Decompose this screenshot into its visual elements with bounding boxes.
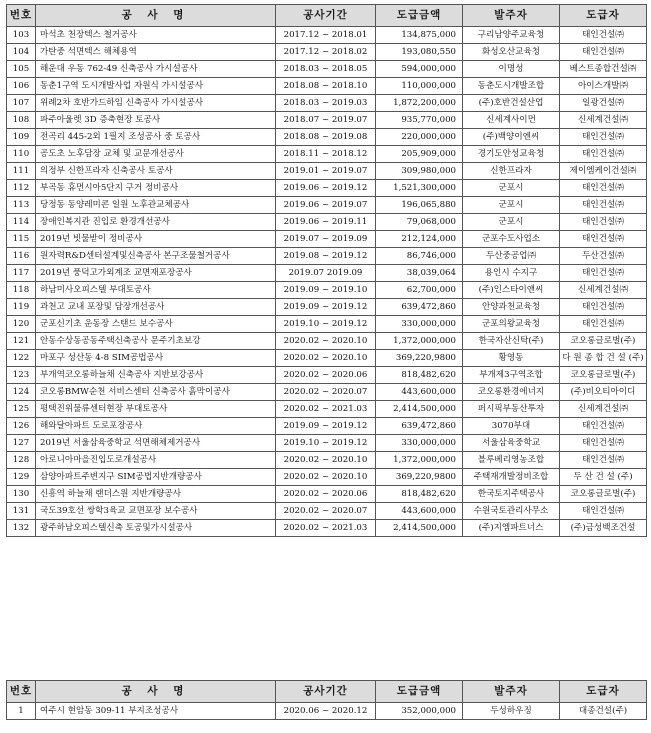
- project-period: 2020.02 ~ 2020.06: [276, 486, 376, 503]
- project-period: 2020.02 ~ 2021.03: [276, 520, 376, 537]
- contract-amount: 2,414,500,000: [376, 401, 463, 418]
- project-period: 2019.07 2019.09: [276, 265, 376, 282]
- contract-amount: 443,600,000: [376, 384, 463, 401]
- row-number: 132: [7, 520, 36, 537]
- client-name: 화성오산교육청: [463, 44, 560, 61]
- client-name: (주)호반건설산업: [463, 95, 560, 112]
- row-number: 118: [7, 282, 36, 299]
- project-period: 2019.06 ~ 2019.12: [276, 180, 376, 197]
- client-name: 한국자산신탁(주): [463, 333, 560, 350]
- table-row: [7, 418, 647, 435]
- contractor-name: 태인건설㈜: [560, 435, 647, 452]
- table-header-row: [7, 681, 647, 703]
- client-name: 코오롱환경에너지: [463, 384, 560, 401]
- contractor-name: 다 원 종 합 건 설 (주): [560, 350, 647, 367]
- contractor-name: 태인건설㈜: [560, 44, 647, 61]
- project-period: 2018.08 ~ 2019.08: [276, 129, 376, 146]
- project-period: 2017.12 ~ 2018.02: [276, 44, 376, 61]
- row-number: 113: [7, 197, 36, 214]
- contract-amount: 639,472,860: [376, 299, 463, 316]
- row-number: 104: [7, 44, 36, 61]
- header-no: 번호: [7, 681, 36, 703]
- project-name: 마포구 성산동 4-8 SIM공법공사: [36, 350, 276, 367]
- contract-amount: 62,700,000: [376, 282, 463, 299]
- table-row: [7, 214, 647, 231]
- client-name: 군포시: [463, 180, 560, 197]
- project-period: 2018.07 ~ 2019.07: [276, 112, 376, 129]
- project-name: 2019년 풍덕고가외계조 교면재포장공사: [36, 265, 276, 282]
- table-row: [7, 401, 647, 418]
- contractor-name: 아이스개발㈜: [560, 78, 647, 95]
- client-name: 군포시: [463, 197, 560, 214]
- table-row: [7, 180, 647, 197]
- contract-amount: 1,372,000,000: [376, 452, 463, 469]
- project-name: 하남미사오피스텔 부대토공사: [36, 282, 276, 299]
- client-name: 군포수도사업소: [463, 231, 560, 248]
- header-amount: 도급금액: [376, 5, 463, 27]
- row-number: 116: [7, 248, 36, 265]
- table-row: [7, 44, 647, 61]
- client-name: 안양과천교육청: [463, 299, 560, 316]
- row-number: 111: [7, 163, 36, 180]
- client-name: (주)지엠파트너스: [463, 520, 560, 537]
- table-row: [7, 78, 647, 95]
- contract-amount: 818,482,620: [376, 486, 463, 503]
- contract-amount: 79,068,000: [376, 214, 463, 231]
- project-period: 2019.10 ~ 2019.12: [276, 316, 376, 333]
- contract-table-main: [6, 4, 647, 537]
- project-name: 국도39호선 쌍학3육교 교면포장 보수공사: [36, 503, 276, 520]
- project-name: 여주시 현암동 309-11 부지조성공사: [36, 703, 276, 720]
- project-name: 공도초 노후담장 교체 및 교문개선공사: [36, 146, 276, 163]
- row-number: 117: [7, 265, 36, 282]
- project-period: 2018.03 ~ 2018.05: [276, 61, 376, 78]
- contractor-name: 태인건설㈜: [560, 265, 647, 282]
- project-period: 2019.09 ~ 2019.10: [276, 282, 376, 299]
- project-period: 2019.10 ~ 2019.12: [276, 435, 376, 452]
- contractor-name: 태인건설㈜: [560, 214, 647, 231]
- table-row: [7, 486, 647, 503]
- row-number: 120: [7, 316, 36, 333]
- row-number: 106: [7, 78, 36, 95]
- table-row: [7, 435, 647, 452]
- main-table-body: [7, 27, 647, 537]
- project-period: 2020.02 ~ 2020.10: [276, 350, 376, 367]
- project-period: 2020.02 ~ 2020.07: [276, 384, 376, 401]
- contractor-name: 두 산 건 설 (주): [560, 469, 647, 486]
- project-name: 안동수상동공동주택신축공사 문주기초보강: [36, 333, 276, 350]
- project-name: 코오롱BMW순천 서비스센터 신축공사 흙막이공사: [36, 384, 276, 401]
- row-number: 128: [7, 452, 36, 469]
- client-name: (주)인스타이앤씨: [463, 282, 560, 299]
- project-name: 위례2차 호반가드하임 신축공사 가시설공사: [36, 95, 276, 112]
- project-name: 전곡리 445-2외 1필지 조성공사 중 토공사: [36, 129, 276, 146]
- row-number: 121: [7, 333, 36, 350]
- contract-amount: 594,000,000: [376, 61, 463, 78]
- client-name: 동춘도시개발조합: [463, 78, 560, 95]
- contractor-name: 신세계건설㈜: [560, 401, 647, 418]
- contractor-name: 태인건설㈜: [560, 418, 647, 435]
- project-name: 원자력R&D센터설계및신축공사 본구조물철거공사: [36, 248, 276, 265]
- contract-amount: 1,872,200,000: [376, 95, 463, 112]
- row-number: 122: [7, 350, 36, 367]
- client-name: 한국토지주택공사: [463, 486, 560, 503]
- project-name: 부개역코오롱하늘채 신축공사 지반보강공사: [36, 367, 276, 384]
- table-row: [7, 231, 647, 248]
- client-name: 퍼시픽부동산투자: [463, 401, 560, 418]
- contractor-name: 태인건설㈜: [560, 231, 647, 248]
- project-period: 2019.09 ~ 2019.12: [276, 299, 376, 316]
- row-number: 110: [7, 146, 36, 163]
- contractor-name: 제이엠케이건설㈜: [560, 163, 647, 180]
- table-row: [7, 316, 647, 333]
- contractor-name: 태인건설㈜: [560, 197, 647, 214]
- header-period: 공사기간: [276, 681, 376, 703]
- contract-amount: 1,521,300,000: [376, 180, 463, 197]
- contract-amount: 352,000,000: [376, 703, 463, 720]
- client-name: 구리남양주교육청: [463, 27, 560, 44]
- row-number: 1: [7, 703, 36, 720]
- client-name: 수원국토관리사무소: [463, 503, 560, 520]
- contractor-name: 태인건설㈜: [560, 503, 647, 520]
- row-number: 131: [7, 503, 36, 520]
- client-name: 신한프라자: [463, 163, 560, 180]
- contract-amount: 330,000,000: [376, 435, 463, 452]
- project-name: 동춘1구역 도시개발사업 자원식 가시설공사: [36, 78, 276, 95]
- project-period: 2018.08 ~ 2018.10: [276, 78, 376, 95]
- table-row: [7, 282, 647, 299]
- contractor-name: 신세계건설㈜: [560, 112, 647, 129]
- contract-amount: 196,065,880: [376, 197, 463, 214]
- contractor-name: 태인건설㈜: [560, 180, 647, 197]
- client-name: 두산중공업㈜: [463, 248, 560, 265]
- client-name: 이명성: [463, 61, 560, 78]
- table-row: [7, 367, 647, 384]
- client-name: 3070부대: [463, 418, 560, 435]
- table-row: [7, 95, 647, 112]
- contract-amount: 818,482,620: [376, 367, 463, 384]
- table-row: [7, 265, 647, 282]
- client-name: 두성하우징: [463, 703, 560, 720]
- row-number: 109: [7, 129, 36, 146]
- header-client: 발주자: [463, 5, 560, 27]
- project-period: 2019.06 ~ 2019.07: [276, 197, 376, 214]
- project-name: 해와달아파트 도로포장공사: [36, 418, 276, 435]
- contractor-name: 코오롱글로벌(주): [560, 486, 647, 503]
- contract-amount: 205,909,000: [376, 146, 463, 163]
- project-name: 파주아울렛 3D 증축현장 토공사: [36, 112, 276, 129]
- project-name: 2019년 빗물받이 정비공사: [36, 231, 276, 248]
- contractor-name: 태인건설㈜: [560, 146, 647, 163]
- project-name: 당정동 동양레미콘 일원 노후관교체공사: [36, 197, 276, 214]
- contract-amount: 134,875,000: [376, 27, 463, 44]
- project-name: 해운대 우동 762-49 신축공사 가시설공사: [36, 61, 276, 78]
- contractor-name: (주)비오티아이디: [560, 384, 647, 401]
- contractor-name: (주)금성백조건설: [560, 520, 647, 537]
- header-period: 공사기간: [276, 5, 376, 27]
- project-name: 평택진위물류센터현장 부대토공사: [36, 401, 276, 418]
- project-name: 의정부 신한프라자 신축공사 토공사: [36, 163, 276, 180]
- row-number: 129: [7, 469, 36, 486]
- contractor-name: 태인건설㈜: [560, 27, 647, 44]
- client-name: 군포의왕교육청: [463, 316, 560, 333]
- contract-table-secondary: [6, 680, 647, 720]
- row-number: 114: [7, 214, 36, 231]
- contract-amount: 639,472,860: [376, 418, 463, 435]
- table-row: [7, 333, 647, 350]
- header-name: 공 사 명: [36, 681, 276, 703]
- client-name: 용인시 수지구: [463, 265, 560, 282]
- table-row: [7, 248, 647, 265]
- client-name: 부개제3구역조합: [463, 367, 560, 384]
- contractor-name: 코오롱글로벌(주): [560, 367, 647, 384]
- project-period: 2020.02 ~ 2021.03: [276, 401, 376, 418]
- project-period: 2020.02 ~ 2020.10: [276, 333, 376, 350]
- contract-amount: 1,372,000,000: [376, 333, 463, 350]
- row-number: 125: [7, 401, 36, 418]
- project-name: 광주하남오피스텔신축 토공및가시설공사: [36, 520, 276, 537]
- client-name: 블루베리영농조합: [463, 452, 560, 469]
- contractor-name: 태인건설㈜: [560, 316, 647, 333]
- client-name: 주택재개발정비조합: [463, 469, 560, 486]
- project-name: 부곡동 휴먼시아5단지 구거 정비공사: [36, 180, 276, 197]
- table-row: [7, 299, 647, 316]
- project-name: 삼양아파트주변지구 SIM공법지반개량공사: [36, 469, 276, 486]
- project-name: 가탄중 석면텍스 해체용역: [36, 44, 276, 61]
- contractor-name: 베스트종합건설㈜: [560, 61, 647, 78]
- client-name: 서울삼육중학교: [463, 435, 560, 452]
- client-name: 군포시: [463, 214, 560, 231]
- contract-amount: 212,124,000: [376, 231, 463, 248]
- contract-amount: 86,746,000: [376, 248, 463, 265]
- header-no: 번호: [7, 5, 36, 27]
- table-row: [7, 146, 647, 163]
- project-period: 2018.11 ~ 2018.12: [276, 146, 376, 163]
- project-name: 마석초 천장텍스 철거공사: [36, 27, 276, 44]
- row-number: 103: [7, 27, 36, 44]
- project-period: 2019.06 ~ 2019.11: [276, 214, 376, 231]
- table-row: [7, 163, 647, 180]
- contract-amount: 330,000,000: [376, 316, 463, 333]
- client-name: 황영동: [463, 350, 560, 367]
- contract-amount: 369,220,9800: [376, 469, 463, 486]
- contract-amount: 2,414,500,000: [376, 520, 463, 537]
- project-period: 2019.07 ~ 2019.09: [276, 231, 376, 248]
- row-number: 105: [7, 61, 36, 78]
- contractor-name: 일광건설㈜: [560, 95, 647, 112]
- secondary-table-body: [7, 703, 647, 720]
- contractor-name: 태인건설㈜: [560, 129, 647, 146]
- row-number: 126: [7, 418, 36, 435]
- row-number: 112: [7, 180, 36, 197]
- header-contractor: 도급자: [560, 681, 647, 703]
- contractor-name: 두산건설㈜: [560, 248, 647, 265]
- project-name: 아로니아마을진입도로개설공사: [36, 452, 276, 469]
- row-number: 124: [7, 384, 36, 401]
- table-row: [7, 503, 647, 520]
- table-header-row: [7, 5, 647, 27]
- client-name: (주)백양이엔씨: [463, 129, 560, 146]
- row-number: 123: [7, 367, 36, 384]
- project-period: 2020.02 ~ 2020.10: [276, 452, 376, 469]
- client-name: 경기도안성교육청: [463, 146, 560, 163]
- row-number: 127: [7, 435, 36, 452]
- project-period: 2020.02 ~ 2020.06: [276, 367, 376, 384]
- contractor-name: 태인건설㈜: [560, 299, 647, 316]
- table-row: [7, 384, 647, 401]
- project-name: 군포신기초 운동장 스탠드 보수공사: [36, 316, 276, 333]
- table-row: [7, 197, 647, 214]
- header-amount: 도급금액: [376, 681, 463, 703]
- contract-amount: 193,080,550: [376, 44, 463, 61]
- table-row: [7, 129, 647, 146]
- project-period: 2020.06 ~ 2020.12: [276, 703, 376, 720]
- row-number: 107: [7, 95, 36, 112]
- header-name: 공 사 명: [36, 5, 276, 27]
- row-number: 119: [7, 299, 36, 316]
- contractor-name: 태인건설㈜: [560, 452, 647, 469]
- contractor-name: 신세계건설㈜: [560, 282, 647, 299]
- table-row: [7, 520, 647, 537]
- row-number: 130: [7, 486, 36, 503]
- project-name: 장애인복지관 진입로 환경개선공사: [36, 214, 276, 231]
- header-client: 발주자: [463, 681, 560, 703]
- contract-amount: 369,220,9800: [376, 350, 463, 367]
- project-period: 2017.12 ~ 2018.01: [276, 27, 376, 44]
- row-number: 115: [7, 231, 36, 248]
- project-period: 2020.02 ~ 2020.07: [276, 503, 376, 520]
- client-name: 신세계사이먼: [463, 112, 560, 129]
- contract-amount: 110,000,000: [376, 78, 463, 95]
- project-period: 2019.09 ~ 2019.12: [276, 418, 376, 435]
- contract-amount: 38,039,064: [376, 265, 463, 282]
- project-period: 2018.03 ~ 2019.03: [276, 95, 376, 112]
- table-row: [7, 703, 647, 720]
- project-period: 2020.02 ~ 2020.10: [276, 469, 376, 486]
- contractor-name: 대종건설(주): [560, 703, 647, 720]
- project-name: 신흥역 하늘채 랜더스원 지반개량공사: [36, 486, 276, 503]
- contract-amount: 443,600,000: [376, 503, 463, 520]
- table-row: [7, 469, 647, 486]
- project-name: 2019년 서울삼육중학교 석면해체제거공사: [36, 435, 276, 452]
- table-row: [7, 61, 647, 78]
- table-row: [7, 27, 647, 44]
- row-number: 108: [7, 112, 36, 129]
- contract-amount: 220,000,000: [376, 129, 463, 146]
- project-period: 2019.01 ~ 2019.07: [276, 163, 376, 180]
- table-row: [7, 350, 647, 367]
- contract-amount: 935,770,000: [376, 112, 463, 129]
- table-row: [7, 452, 647, 469]
- contractor-name: 코오롱글로벌(주): [560, 333, 647, 350]
- header-contractor: 도급자: [560, 5, 647, 27]
- contract-amount: 309,980,000: [376, 163, 463, 180]
- project-name: 과천고 교내 포장및 담장개선공사: [36, 299, 276, 316]
- table-row: [7, 112, 647, 129]
- project-period: 2019.08 ~ 2019.12: [276, 248, 376, 265]
